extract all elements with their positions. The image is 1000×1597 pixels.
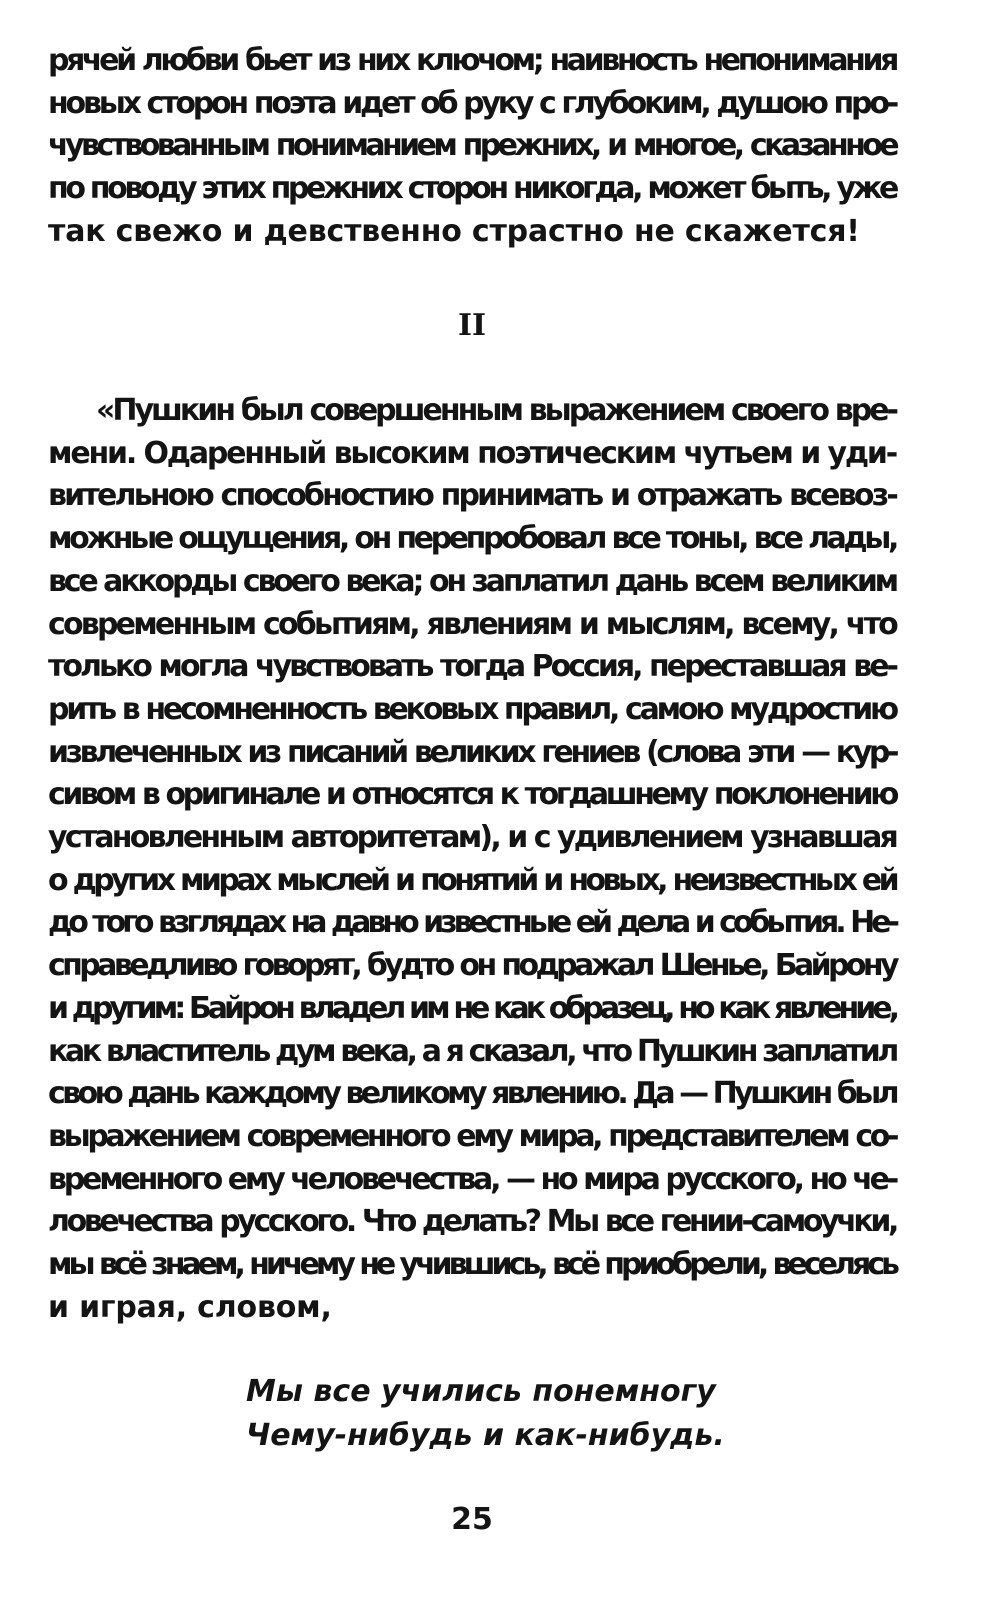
section-number: II: [457, 308, 487, 343]
text-line: ловечества русского. Что делать? Мы все гении-самоучки,: [48, 1204, 896, 1240]
text-line: извлеченных из писаний великих гениев (слова эти — кур-: [48, 734, 896, 770]
text-line: мени. Одаренный высоким поэтическим чутьем и уди-: [48, 435, 896, 471]
text-line: установленным авторитетам), и с удивлением узнавшая: [48, 820, 896, 856]
text-line: по поводу этих прежних сторон никогда, может быть, уже: [48, 171, 896, 207]
text-line: только могла чувствовать тогда Россия, переставшая ве-: [48, 649, 896, 685]
text-line: временного ему человечества, — но мира русского, но че-: [48, 1161, 896, 1197]
text-line: свою дань каждому великому явлению. Да — Пушкин был: [48, 1076, 896, 1112]
text-line: рячей любви бьет из них ключом; наивность непонимания: [48, 43, 896, 78]
page-number: 25: [451, 1502, 493, 1537]
text-line: «Пушкин был совершенным выражением своего вре-: [96, 393, 896, 428]
verse-quote: [246, 1370, 725, 1458]
verse-line: Чему-нибудь и как-нибудь.: [246, 1418, 725, 1453]
paragraph-main: [48, 390, 896, 1329]
text-line: справедливо говорят, будто он подражал Шенье, Байрону: [48, 948, 896, 984]
text-line: можные ощущения, он перепробовал все тоны, все лады,: [48, 521, 896, 557]
text-line: выражением современного ему мира, представителем со-: [48, 1118, 896, 1154]
text-line: рить в несомненность вековых правил, самою мудростию: [48, 691, 896, 727]
text-line: о других мирах мыслей и понятий и новых, неизвестных ей: [48, 862, 896, 898]
verse-line: Мы все учились понемногу: [246, 1374, 716, 1409]
paragraph-top: [48, 40, 896, 254]
text-line: так свежо и девственно страстно не скажется!: [48, 213, 860, 249]
text-line: новых сторон поэта идет об руку с глубоким, душою про-: [48, 85, 896, 121]
text-line: и другим: Байрон владел им не как образец, но как явление,: [48, 990, 896, 1026]
text-line: и играя, словом,: [48, 1289, 332, 1325]
text-line: чувствованным пониманием прежних, и многое, сказанное: [48, 128, 896, 164]
text-line: сивом в оригинале и относятся к тогдашнему поклонению: [48, 777, 896, 813]
text-line: вительною способностию принимать и отражать всевоз-: [48, 478, 896, 514]
text-line: мы всё знаем, ничему не учившись, всё приобрели, веселясь: [48, 1247, 896, 1283]
text-line: как властитель дум века, а я сказал, что Пушкин заплатил: [48, 1033, 896, 1069]
text-line: современным событиям, явлениям и мыслям, всему, что: [48, 606, 896, 642]
text-line: все аккорды своего века; он заплатил дань всем великим: [48, 563, 896, 599]
text-line: до того взглядах на давно известные ей дела и события. Не-: [48, 905, 896, 941]
